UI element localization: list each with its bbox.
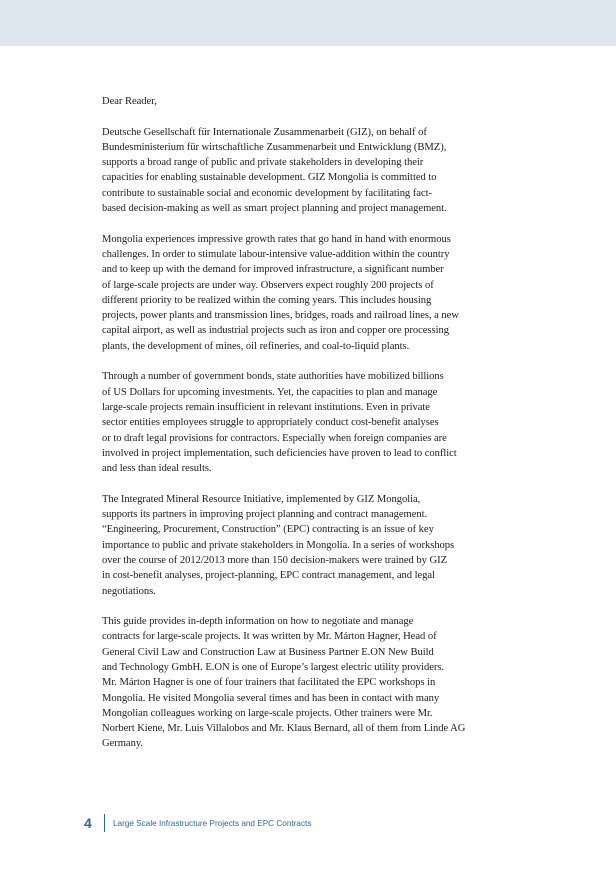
text-line: Mr. Márton Hagner is one of four trainers that facilitated the EPC workshops in [102,677,436,689]
footer-divider [104,814,105,832]
text-line: different priority to be realized within the coming years. This includes housing [102,294,432,306]
paragraph-2 [102,232,516,354]
text-line: Mongolia. He visited Mongolia several times and has been in contact with many [102,692,440,704]
text-line: The Integrated Mineral Resource Initiative, implemented by GIZ Mongolia, [102,493,421,505]
text-line: projects, power plants and transmission lines, bridges, roads and railroad lines, a new [102,310,459,322]
paragraph-1 [102,125,516,217]
paragraph-3 [102,369,516,476]
text-line: Germany. [102,738,143,750]
text-line: plants, the development of mines, oil refineries, and coal-to-liquid plants. [102,340,410,352]
footer-document-title: Large Scale Infrastructure Projects and EPC Contracts [113,818,312,828]
text-line: sector entities employees struggle to appropriately conduct cost-benefit analyses [102,417,439,429]
text-line: of large-scale projects are under way. Observers expect roughly 200 projects of [102,279,434,291]
text-line: and less than ideal results. [102,463,212,475]
text-line: General Civil Law and Construction Law at Business Partner E.ON New Build [102,646,434,658]
text-line: and to keep up with the demand for improved infrastructure, a significant number [102,264,444,276]
text-line: over the course of 2012/2013 more than 150 decision-makers were trained by GIZ [102,554,447,566]
text-line: or to draft legal provisions for contractors. Especially when foreign companies are [102,432,447,444]
text-line: Mongolian colleagues working on large-scale projects. Other trainers were Mr. [102,707,433,719]
text-line: capacities for enabling sustainable development. GIZ Mongolia is committed to [102,172,437,184]
page-number: 4 [84,815,92,831]
text-line: involved in project implementation, such deficiencies have proven to lead to conflict [102,447,457,459]
text-line: supports its partners in improving project planning and contract management. [102,509,428,521]
text-line: Deutsche Gesellschaft für Internationale Zusammenarbeit (GIZ), on behalf of [102,126,427,138]
paragraph-5 [102,614,516,752]
text-line: challenges. In order to stimulate labour-intensive value-addition within the country [102,248,450,260]
salutation: Dear Reader, [102,96,157,107]
text-line: contribute to sustainable social and economic development by facilitating fact- [102,187,432,199]
text-line: negotiations. [102,585,156,597]
text-line: This guide provides in-depth information on how to negotiate and manage [102,616,414,628]
text-line: Bundesministerium für wirtschaftliche Zusammenarbeit und Entwicklung (BMZ), [102,141,447,153]
text-line: large-scale projects remain insufficient in relevant institutions. Even in private [102,401,430,413]
text-line: “Engineering, Procurement, Construction” (EPC) contracting is an issue of key [102,524,434,536]
text-line: in cost-benefit analyses, project-planning, EPC contract management, and legal [102,570,435,582]
header-band [0,0,616,46]
text-line: of US Dollars for upcoming investments. Yet, the capacities to plan and manage [102,386,438,398]
text-line: importance to public and private stakeholders in Mongolia. In a series of workshops [102,539,455,551]
text-line: capital airport, as well as industrial projects such as iron and copper ore processing [102,325,449,337]
paragraph-4 [102,492,516,599]
text-line: and Technology GmbH. E.ON is one of Europe’s largest electric utility providers. [102,661,445,673]
text-line: contracts for large-scale projects. It was written by Mr. Márton Hagner, Head of [102,631,437,643]
text-line: Through a number of government bonds, state authorities have mobilized billions [102,371,444,383]
text-line: Mongolia experiences impressive growth rates that go hand in hand with enormous [102,233,451,245]
letter-body [102,94,516,767]
page-footer [84,813,311,833]
text-line: supports a broad range of public and private stakeholders in developing their [102,157,424,169]
text-line: based decision-making as well as smart project planning and project management. [102,203,447,215]
text-line: Norbert Kiene, Mr. Luis Villalobos and Mr. Klaus Bernard, all of them from Linde AG [102,723,466,735]
